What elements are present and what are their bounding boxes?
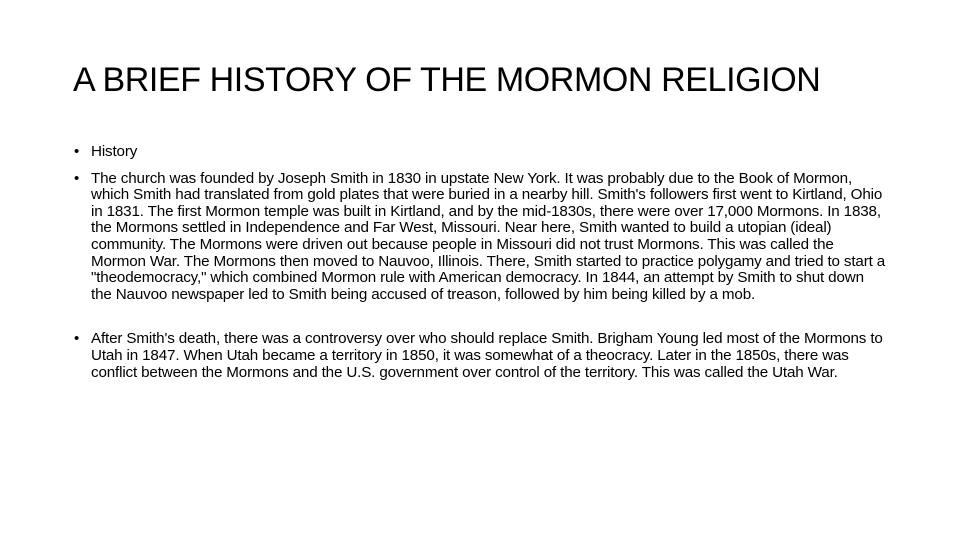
bullet-text: The church was founded by Joseph Smith in 1830 in upstate New York. It was probably due to the Book of Mormon, which Smith had translated from gold plates that were buried in a nearby hill. Smith's followers first went to Kirtland, Ohio in 1831. The first Mormon temple was built in Kirtland, and by the mid-1830s, there were over 17,000 Mormons. In 1838, the Mormons settled in Independence and Far West, Missouri. Near here, Smith wanted to build a utopian (ideal) community. The Mormons were driven out because people in Missouri did not trust Mormons. This was called the Mormon War. The Mormons then moved to Nauvoo, Illinois. There, Smith started to practice polygamy and tried to start a "theodemocracy," which combined Mormon rule with American democracy. In 1844, an attempt by Smith to shut down the Nauvoo newspaper led to Smith being accused of treason, followed by him being killed by a mob. [91, 169, 886, 303]
bullet-dot: • [74, 330, 80, 348]
bullet-item [74, 144, 886, 161]
bullet-text: History [91, 143, 138, 160]
bullet-dot: • [74, 143, 80, 160]
bullet-item [74, 331, 886, 381]
slide-title: A BRIEF HISTORY OF THE MORMON RELIGION [73, 61, 821, 99]
bullet-item [74, 171, 886, 304]
bullet-list [74, 144, 886, 381]
bullet-dot: • [74, 169, 80, 187]
bullet-text: After Smith's death, there was a controversy over who should replace Smith. Brigham Young led most of the Mormons to Utah in 1847. When Utah became a territory in 1850, it was somewhat of a theocracy. Later in the 1850s, there was conflict between the Mormons and the U.S. government over control of the territory. This was called the Utah War. [91, 330, 883, 381]
